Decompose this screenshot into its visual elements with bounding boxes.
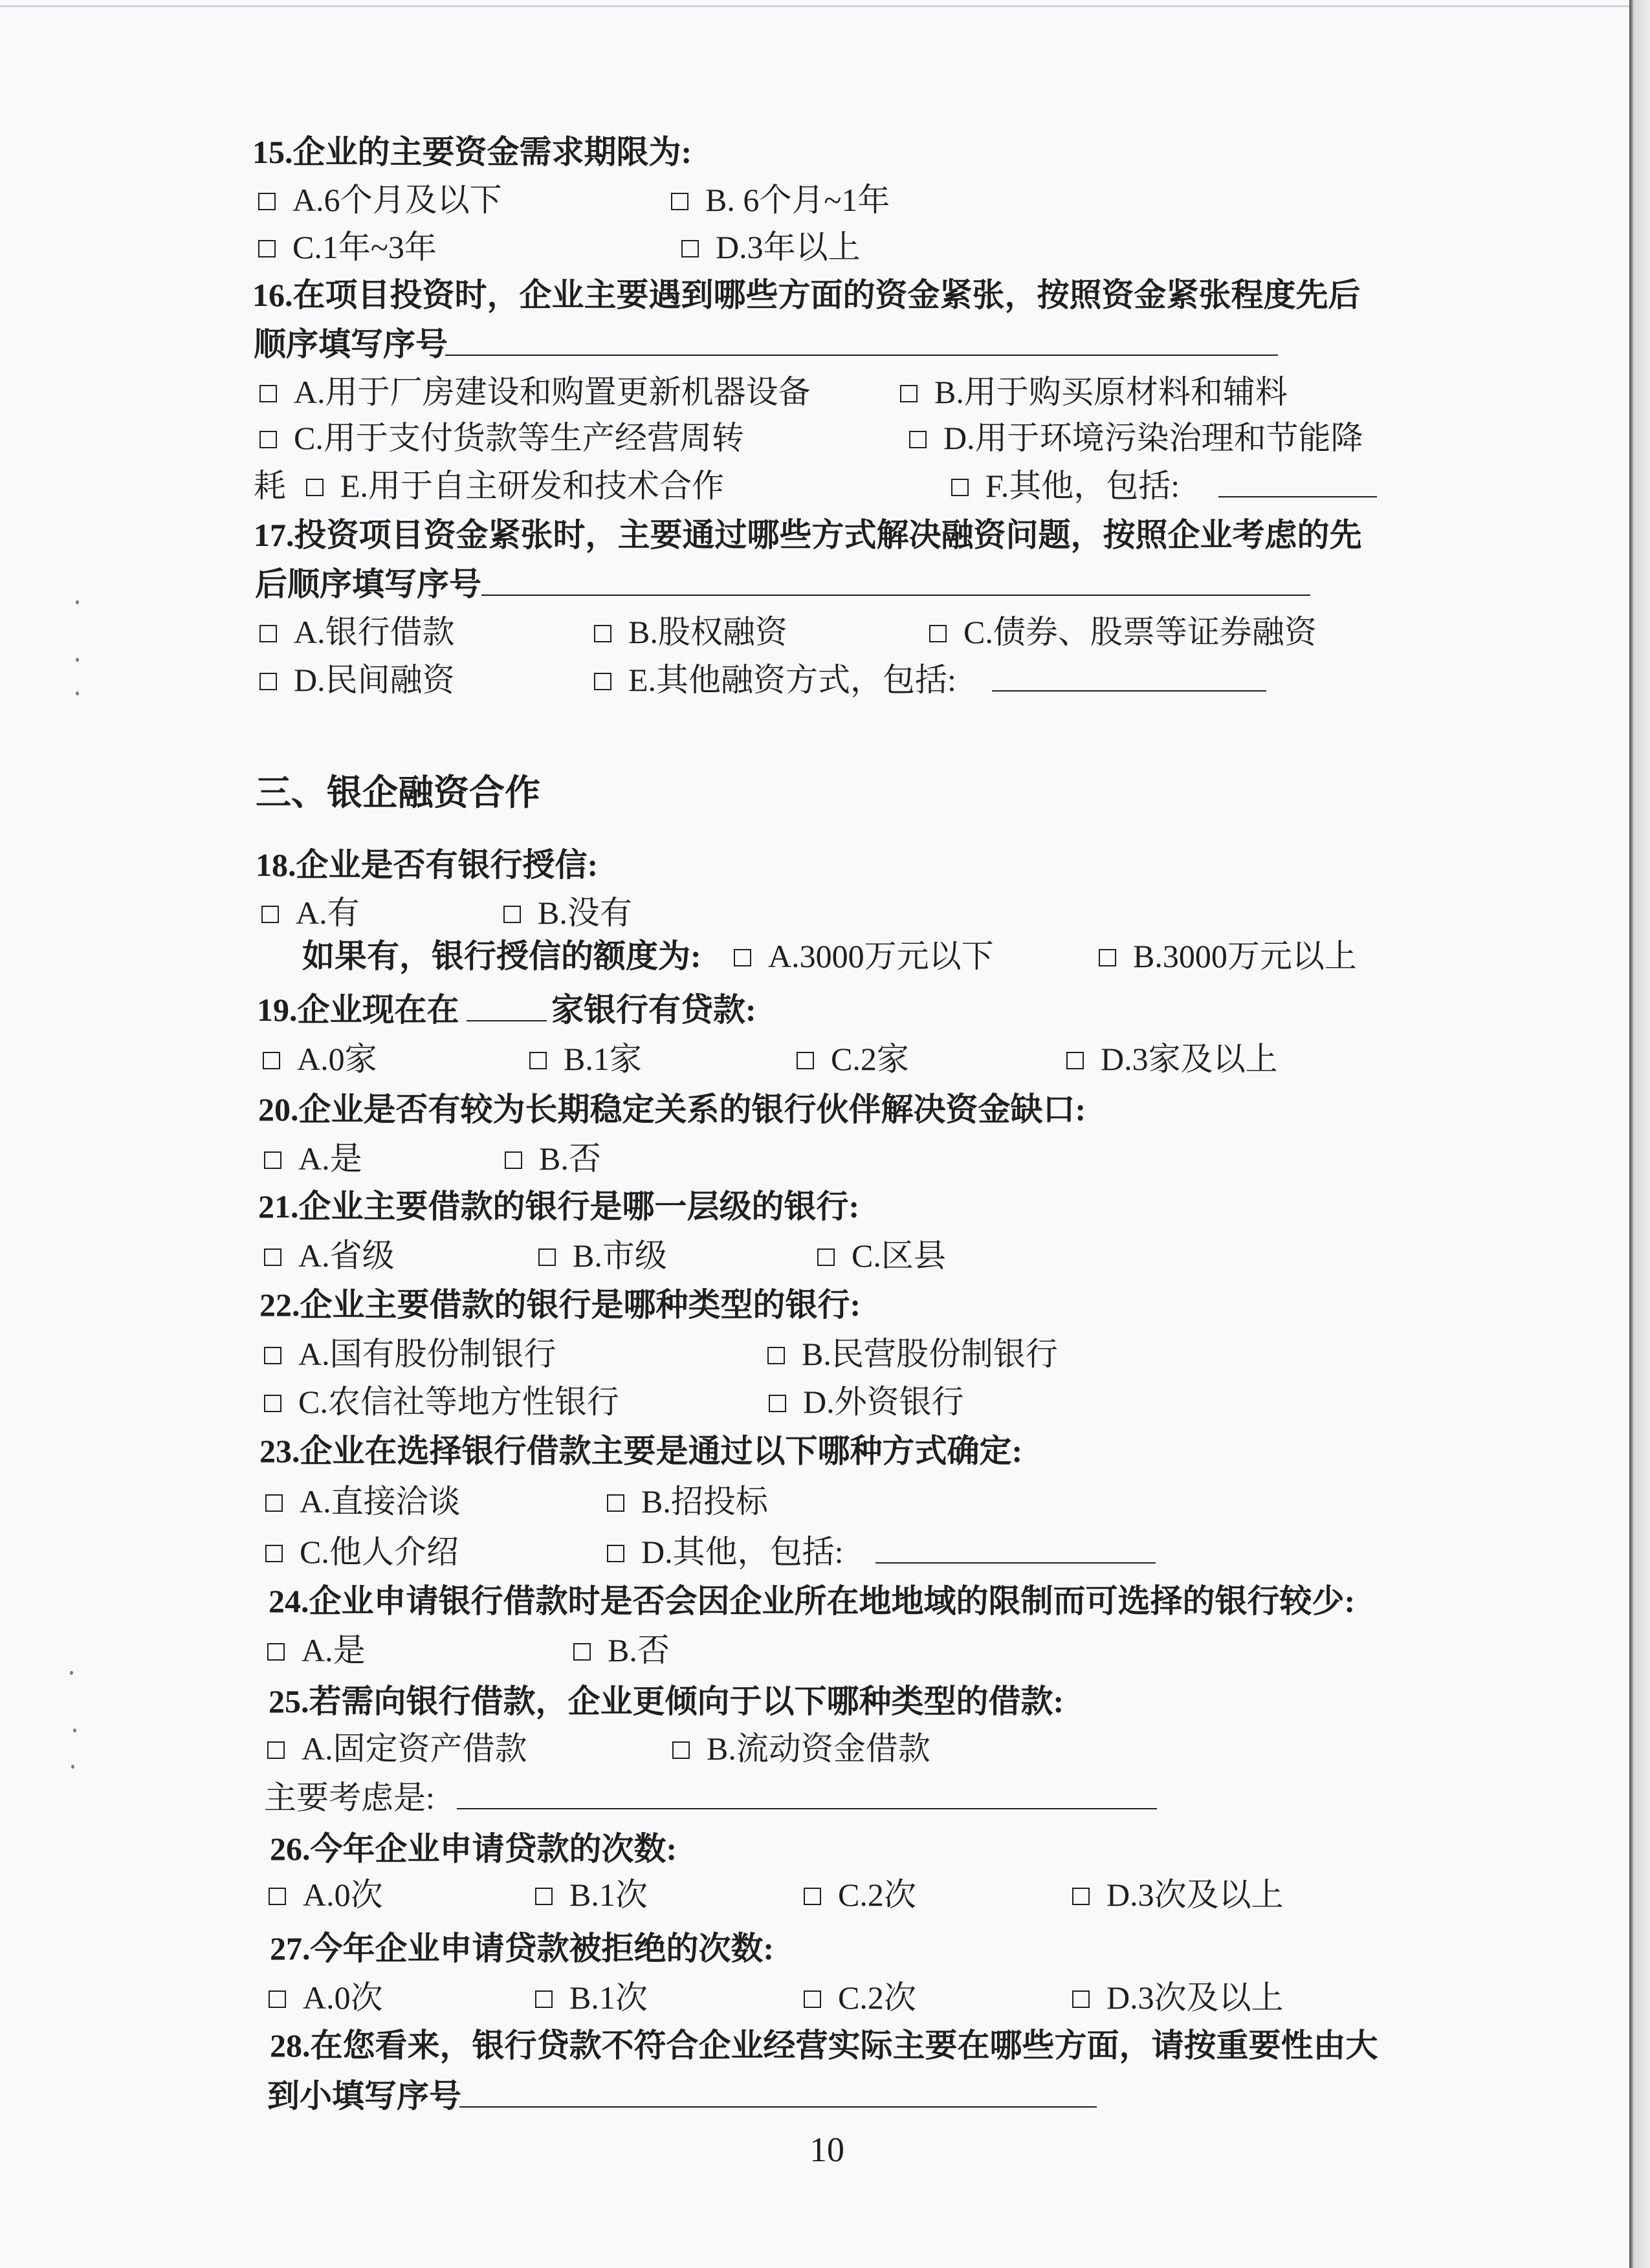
option-23-b bbox=[607, 1482, 768, 1521]
option-label: B. 6个月~1年 bbox=[705, 182, 890, 218]
option-label: B.3000万元以上 bbox=[1133, 938, 1357, 974]
option-label: C.农信社等地方性银行 bbox=[298, 1384, 619, 1420]
option-16-c bbox=[259, 419, 744, 457]
question-16-line-1: 16.在项目投资时，企业主要遇到哪些方面的资金紧张，按照资金紧张程度先后 bbox=[252, 277, 1361, 313]
page-right-edge bbox=[1629, 0, 1650, 2268]
question-19-part-2: 家银行有贷款: bbox=[551, 992, 756, 1028]
question-27: 27.今年企业申请贷款被拒绝的次数: bbox=[270, 1930, 775, 1967]
option-label: D.3次及以上 bbox=[1106, 1877, 1284, 1913]
option-label: D.3次及以上 bbox=[1106, 1979, 1284, 2016]
option-label: A.有 bbox=[296, 895, 360, 931]
question-17-line-1: 17.投资项目资金紧张时，主要通过哪些方式解决融资问题，按照企业考虑的先 bbox=[254, 517, 1362, 553]
scan-speck bbox=[76, 658, 79, 662]
question-20: 20.企业是否有较为长期稳定关系的银行伙伴解决资金缺口: bbox=[258, 1091, 1086, 1128]
answer-blank-16 bbox=[445, 354, 1278, 356]
option-19-b bbox=[529, 1040, 642, 1078]
option-label: A.3000万元以下 bbox=[768, 938, 994, 974]
option-label: E.用于自主研发和技术合作 bbox=[340, 468, 725, 504]
checkbox bbox=[951, 479, 969, 496]
checkbox bbox=[264, 1395, 281, 1412]
option-16-d bbox=[909, 419, 1363, 457]
option-19-d bbox=[1066, 1040, 1278, 1078]
option-15-c bbox=[258, 228, 437, 267]
option-23-c bbox=[265, 1532, 459, 1571]
checkbox bbox=[258, 240, 276, 257]
checkbox bbox=[671, 193, 688, 210]
option-label: A.国有股份制银行 bbox=[298, 1336, 556, 1372]
option-24-a bbox=[267, 1631, 366, 1670]
scan-speck bbox=[73, 1728, 76, 1732]
checkbox bbox=[672, 1741, 690, 1759]
option-22-a bbox=[264, 1335, 556, 1373]
checkbox bbox=[259, 673, 277, 690]
answer-blank-23-d bbox=[875, 1562, 1156, 1564]
option-label: D.外资银行 bbox=[803, 1384, 964, 1420]
checkbox bbox=[804, 1888, 821, 1905]
checkbox bbox=[265, 1494, 283, 1512]
option-26-d bbox=[1072, 1875, 1284, 1914]
checkbox bbox=[264, 1347, 281, 1364]
option-26-b bbox=[535, 1875, 648, 1914]
question-15: 15.企业的主要资金需求期限为: bbox=[252, 134, 692, 170]
option-label: A.0次 bbox=[303, 1877, 383, 1913]
option-18-follow-up-b bbox=[1099, 937, 1357, 976]
option-16-b bbox=[900, 373, 1288, 411]
option-18-a bbox=[261, 893, 360, 932]
option-22-b bbox=[767, 1335, 1058, 1373]
page-top-edge bbox=[0, 5, 1629, 7]
option-25-a bbox=[267, 1729, 527, 1768]
checkbox bbox=[804, 1990, 821, 2008]
option-label: B.1次 bbox=[569, 1979, 648, 2016]
option-label: A.是 bbox=[298, 1140, 362, 1177]
checkbox bbox=[573, 1643, 591, 1661]
checkbox bbox=[607, 1545, 624, 1562]
option-17-d bbox=[259, 660, 455, 699]
scan-speck bbox=[70, 1671, 73, 1675]
option-21-c bbox=[817, 1236, 946, 1275]
section-heading: 三、银企融资合作 bbox=[256, 772, 541, 813]
answer-blank-17 bbox=[481, 594, 1310, 596]
option-label: B.否 bbox=[608, 1632, 670, 1668]
question-22: 22.企业主要借款的银行是哪种类型的银行: bbox=[259, 1287, 861, 1323]
option-label: B.否 bbox=[539, 1140, 601, 1177]
checkbox bbox=[264, 1151, 281, 1169]
option-label: A.省级 bbox=[298, 1238, 395, 1274]
checkbox bbox=[909, 431, 927, 448]
checkbox bbox=[594, 625, 611, 642]
option-26-c bbox=[804, 1875, 916, 1914]
question-28-line-1: 28.在您看来，银行贷款不符合企业经营实际主要在哪些方面，请按重要性由大 bbox=[270, 2027, 1378, 2064]
option-21-b bbox=[538, 1236, 667, 1275]
option-22-d bbox=[769, 1382, 964, 1421]
option-label: A.0家 bbox=[297, 1041, 377, 1077]
question-23: 23.企业在选择银行借款主要是通过以下哪种方式确定: bbox=[259, 1433, 1023, 1469]
question-17-line-2: 后顺序填写序号 bbox=[255, 566, 481, 602]
option-27-c bbox=[804, 1978, 916, 2017]
checkbox bbox=[594, 673, 611, 690]
option-label: C.2次 bbox=[838, 1877, 916, 1913]
option-16-a bbox=[259, 373, 811, 411]
checkbox bbox=[306, 479, 324, 496]
option-17-b bbox=[594, 613, 787, 651]
question-16-line-2: 顺序填写序号 bbox=[254, 326, 448, 362]
option-15-a bbox=[258, 180, 502, 219]
option-label: B.市级 bbox=[573, 1238, 667, 1274]
checkbox bbox=[1072, 1888, 1090, 1905]
option-22-c bbox=[264, 1382, 619, 1421]
checkbox bbox=[607, 1494, 624, 1512]
option-20-b bbox=[505, 1139, 601, 1178]
checkbox bbox=[797, 1052, 814, 1069]
scan-speck bbox=[71, 1765, 74, 1769]
option-label: A.是 bbox=[302, 1632, 366, 1668]
option-label: C.2家 bbox=[831, 1041, 909, 1077]
checkbox bbox=[1072, 1990, 1090, 2008]
checkbox bbox=[538, 1248, 556, 1266]
option-25-b bbox=[672, 1729, 930, 1768]
option-23-d bbox=[607, 1532, 844, 1571]
option-15-b bbox=[671, 180, 890, 219]
option-16-d-continuation: 耗 bbox=[254, 468, 286, 504]
option-27-a bbox=[269, 1978, 383, 2017]
checkbox bbox=[269, 1888, 286, 1905]
answer-blank-16-f bbox=[1218, 496, 1377, 497]
option-19-a bbox=[263, 1040, 377, 1078]
checkbox bbox=[267, 1741, 285, 1759]
option-label: A.直接洽谈 bbox=[300, 1483, 461, 1520]
option-label: E.其他融资方式，包括: bbox=[628, 662, 956, 698]
checkbox bbox=[264, 1248, 281, 1266]
option-27-b bbox=[535, 1978, 648, 2017]
option-20-a bbox=[264, 1139, 362, 1178]
question-25: 25.若需向银行借款，企业更倾向于以下哪种类型的借款: bbox=[269, 1683, 1064, 1719]
checkbox bbox=[535, 1888, 553, 1905]
option-label: B.1家 bbox=[564, 1041, 642, 1077]
answer-blank-19 bbox=[467, 1020, 547, 1021]
option-label: B.没有 bbox=[538, 895, 632, 931]
question-24: 24.企业申请银行借款时是否会因企业所在地地域的限制而可选择的银行较少: bbox=[269, 1583, 1356, 1619]
scan-speck bbox=[76, 692, 79, 695]
checkbox bbox=[265, 1545, 283, 1562]
option-label: C.债券、股票等证券融资 bbox=[963, 614, 1317, 650]
option-label: D.其他，包括: bbox=[641, 1534, 844, 1570]
option-label: A.6个月及以下 bbox=[292, 182, 502, 218]
option-17-c bbox=[929, 613, 1317, 651]
checkbox bbox=[529, 1052, 547, 1069]
question-26: 26.今年企业申请贷款的次数: bbox=[270, 1831, 677, 1867]
option-label: A.固定资产借款 bbox=[302, 1730, 527, 1767]
option-27-d bbox=[1072, 1978, 1284, 2017]
option-label: C.1年~3年 bbox=[292, 229, 437, 265]
option-label: D.3家及以上 bbox=[1101, 1041, 1278, 1077]
checkbox bbox=[817, 1248, 835, 1266]
checkbox bbox=[267, 1643, 285, 1661]
option-label: C.他人介绍 bbox=[300, 1534, 459, 1570]
option-15-d bbox=[681, 228, 861, 267]
option-label: C.用于支付货款等生产经营周转 bbox=[294, 420, 744, 456]
option-label: D.3年以上 bbox=[716, 229, 861, 265]
checkbox bbox=[263, 1052, 280, 1069]
checkbox bbox=[1099, 949, 1116, 966]
answer-blank-28 bbox=[459, 2106, 1097, 2108]
option-label: B.1次 bbox=[569, 1877, 648, 1913]
answer-blank-25 bbox=[457, 1808, 1157, 1809]
option-label: D.民间融资 bbox=[294, 662, 455, 698]
scan-speck bbox=[76, 600, 79, 604]
option-label: B.股权融资 bbox=[628, 614, 787, 650]
checkbox bbox=[734, 949, 751, 966]
checkbox bbox=[269, 1990, 286, 2008]
option-18-follow-up-a bbox=[734, 937, 994, 976]
checkbox bbox=[259, 625, 277, 642]
option-17-a bbox=[259, 613, 455, 651]
option-17-e bbox=[594, 660, 956, 699]
option-label: A.银行借款 bbox=[294, 614, 455, 650]
option-19-c bbox=[797, 1040, 909, 1078]
option-label: C.2次 bbox=[838, 1979, 916, 2016]
checkbox bbox=[259, 431, 277, 448]
option-label: D.用于环境污染治理和节能降 bbox=[943, 420, 1363, 456]
checkbox bbox=[505, 1151, 522, 1169]
question-25-reason-label: 主要考虑是: bbox=[264, 1780, 435, 1816]
option-label: B.招投标 bbox=[641, 1483, 768, 1520]
question-28-line-2: 到小填写序号 bbox=[267, 2078, 461, 2114]
checkbox bbox=[681, 240, 699, 257]
option-26-a bbox=[269, 1875, 383, 1914]
checkbox bbox=[261, 906, 279, 923]
option-label: A.0次 bbox=[303, 1979, 383, 2016]
question-19-part-1: 19.企业现在在 bbox=[257, 992, 459, 1028]
option-label: B.民营股份制银行 bbox=[802, 1336, 1058, 1372]
question-18-follow-up: 如果有，银行授信的额度为: bbox=[302, 938, 701, 974]
option-21-a bbox=[264, 1236, 395, 1275]
option-label: B.流动资金借款 bbox=[707, 1730, 930, 1767]
checkbox bbox=[900, 385, 918, 402]
checkbox bbox=[535, 1990, 553, 2008]
option-16-f bbox=[951, 466, 1180, 505]
checkbox bbox=[503, 906, 521, 923]
option-label: A.用于厂房建设和购置更新机器设备 bbox=[294, 374, 811, 410]
checkbox bbox=[258, 193, 276, 210]
checkbox bbox=[1066, 1052, 1084, 1069]
option-16-e bbox=[306, 466, 724, 505]
question-18: 18.企业是否有银行授信: bbox=[256, 847, 599, 883]
option-24-b bbox=[573, 1631, 670, 1670]
question-21: 21.企业主要借款的银行是哪一层级的银行: bbox=[258, 1188, 860, 1225]
checkbox bbox=[767, 1347, 785, 1364]
page-number: 10 bbox=[809, 2130, 844, 2169]
option-23-a bbox=[265, 1482, 461, 1521]
checkbox bbox=[929, 625, 947, 642]
checkbox bbox=[769, 1395, 786, 1412]
answer-blank-17-e bbox=[992, 690, 1266, 692]
option-label: C.区县 bbox=[852, 1238, 946, 1274]
option-18-b bbox=[503, 893, 632, 932]
option-label: F.其他，包括: bbox=[985, 468, 1180, 504]
option-label: B.用于购买原材料和辅料 bbox=[934, 374, 1288, 410]
checkbox bbox=[259, 385, 277, 402]
